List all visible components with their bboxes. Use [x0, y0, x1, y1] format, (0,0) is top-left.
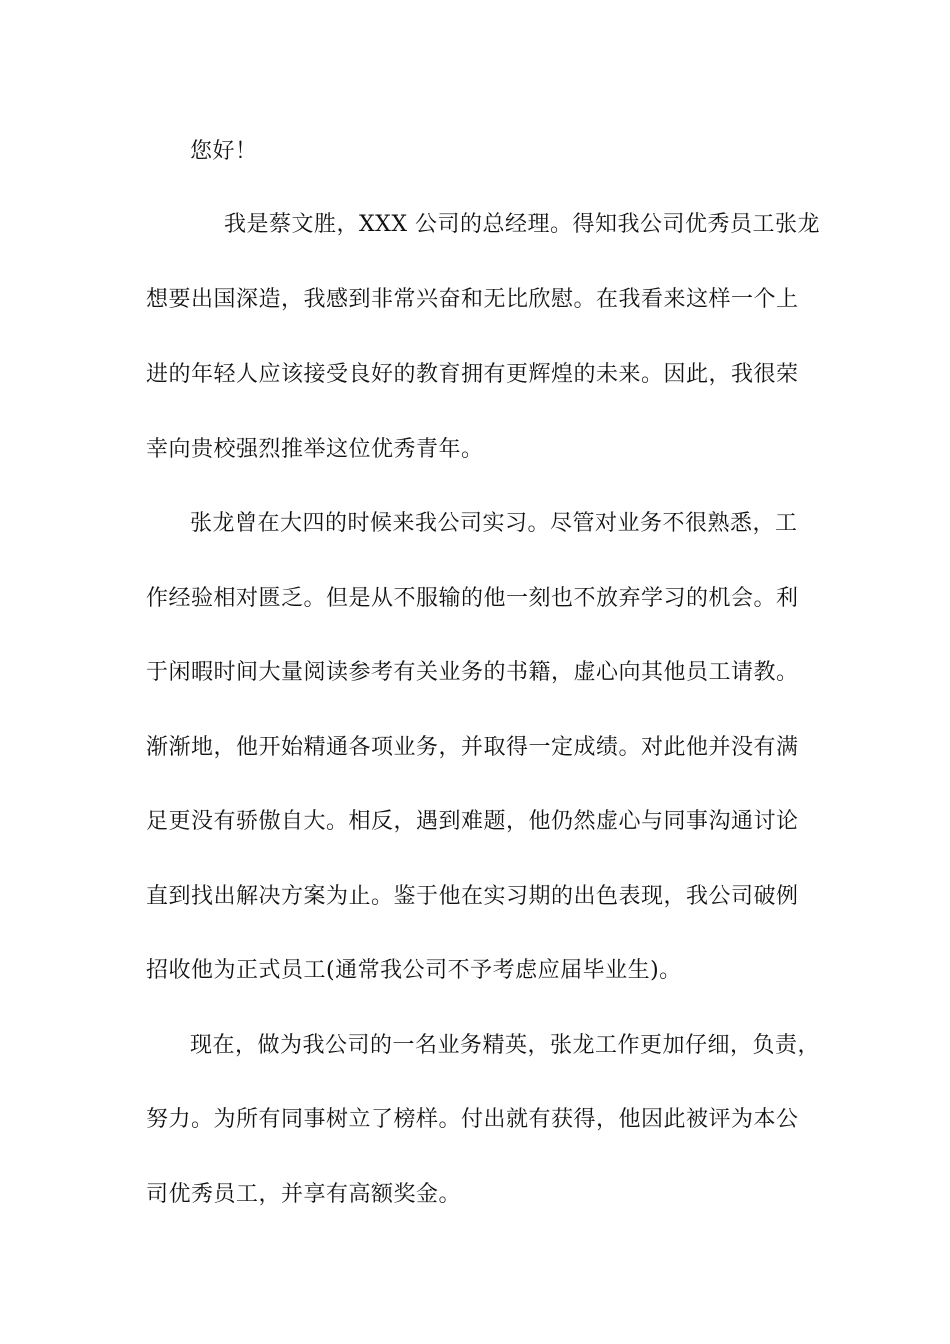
paragraph-2-line-6: 直到找出解决方案为止。鉴于他在实习期的出色表现，我公司破例 [146, 884, 799, 909]
paragraph-2-line-1: 张龙曾在大四的时候来我公司实习。尽管对业务不很熟悉，工 [190, 511, 798, 536]
paragraph-2-line-5: 足更没有骄傲自大。相反，遇到难题，他仍然虚心与同事沟通讨论 [146, 809, 799, 834]
greeting-line: 您好！ [190, 139, 258, 164]
paragraph-1-line-4: 幸向贵校强烈推举这位优秀青年。 [146, 437, 484, 462]
paragraph-1-line-2: 想要出国深造，我感到非常兴奋和无比欣慰。在我看来这样一个上 [146, 287, 799, 312]
paragraph-3-line-1: 现在，做为我公司的一名业务精英，张龙工作更加仔细，负责， [190, 1033, 821, 1058]
paragraph-2-line-4: 渐渐地，他开始精通各项业务，并取得一定成绩。对此他并没有满 [146, 735, 799, 760]
paragraph-2-line-2: 作经验相对匮乏。但是从不服输的他一刻也不放弃学习的机会。利 [146, 586, 799, 611]
paragraph-3-line-3: 司优秀员工，并享有高额奖金。 [146, 1182, 462, 1207]
paragraph-1-line-3: 进的年轻人应该接受良好的教育拥有更辉煌的未来。因此，我很荣 [146, 362, 799, 387]
paragraph-2-line-3: 于闲暇时间大量阅读参考有关业务的书籍，虚心向其他员工请教。 [146, 660, 799, 685]
paragraph-3-line-2: 努力。为所有同事树立了榜样。付出就有获得，他因此被评为本公 [146, 1107, 799, 1132]
paragraph-2-line-7: 招收他为正式员工(通常我公司不予考虑应届毕业生)。 [146, 958, 682, 983]
paragraph-1-line-1: 我是蔡文胜，XXX 公司的总经理。得知我公司优秀员工张龙 [224, 212, 820, 237]
